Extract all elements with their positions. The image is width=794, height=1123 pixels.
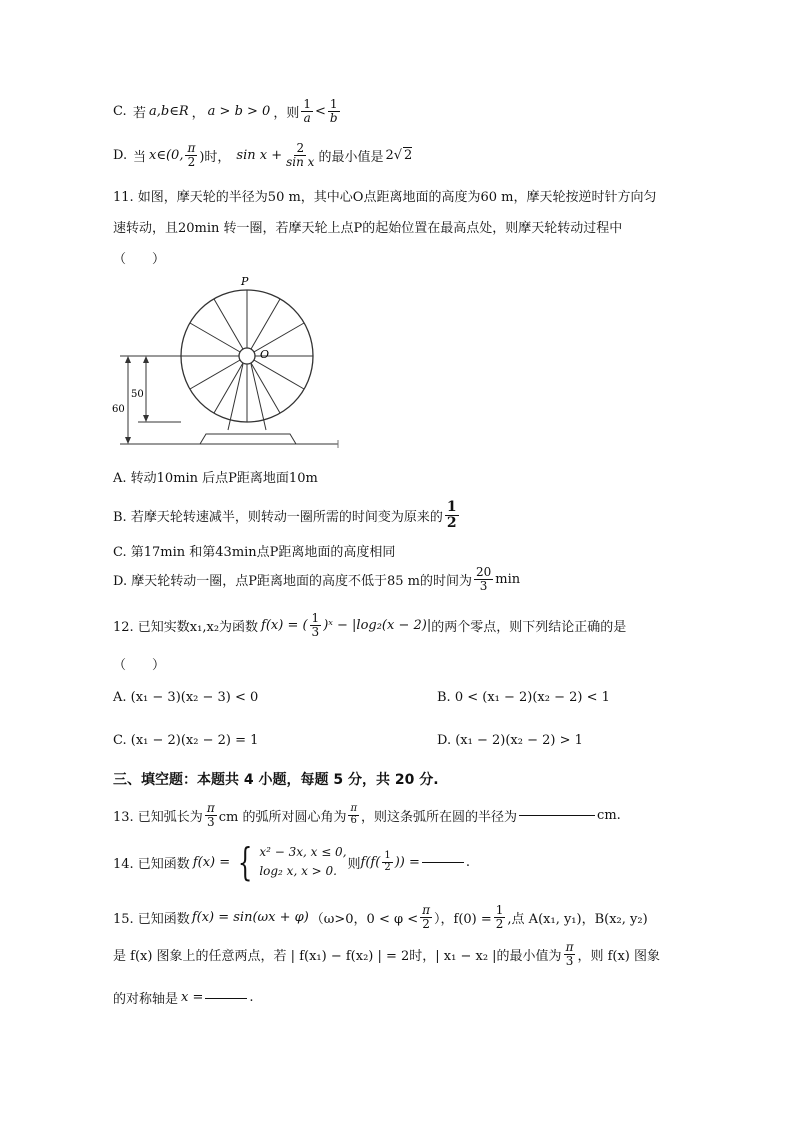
q12-option-a: A. (x₁ − 3)(x₂ − 3) < 0	[113, 690, 259, 705]
option-c-prev: C. 若 a,b∈R ， a > b > 0 ，则 $\frac{1}{a}$ < $\frac{1}{b}$	[113, 97, 338, 125]
wheel-hub	[239, 348, 255, 364]
q11-stem-line2: 速转动，且20min 转一圈，若摩天轮上点P的起始位置在最高点处，则摩天轮转动过程中	[113, 221, 623, 236]
q11-option-a: A. 转动10min 后点P距离地面10m	[113, 471, 318, 486]
q14: 14. 已知函数 f(x) = { x² − 3x, x ≤ 0, log₂ x, x > 0. 则 f(f( $\frac{1}{2}$ )) = .	[113, 840, 470, 885]
q12-option-b: B. 0 < (x₁ − 2)(x₂ − 2) < 1	[437, 690, 610, 705]
q11-stem-line1: 11. 如图，摩天轮的半径为50 m，其中心O点距离地面的高度为60 m，摩天轮按逆时针方向匀	[113, 190, 657, 205]
q11-option-c: C. 第17min 和第43min点P距离地面的高度相同	[113, 545, 396, 560]
piecewise-brace: {	[237, 840, 253, 885]
label-60: 60	[112, 404, 125, 415]
fraction-one-third: $\frac{1}{3}$	[311, 611, 320, 639]
fraction-pi-over-3-q15: $\frac{\pi}{3}$	[565, 940, 574, 968]
q13-answer-blank[interactable]	[519, 814, 595, 816]
support-leg-right	[251, 364, 266, 430]
q15-line3: 的对称轴是 x = .	[113, 990, 254, 1007]
fraction-pi-over-2: $\frac{\pi}{2}$	[187, 141, 196, 169]
fraction-20-over-3: $\frac{20}{3}$	[475, 565, 492, 593]
fraction-one-half: $\frac{1}{2}$	[446, 499, 457, 531]
sqrt-symbol: √	[393, 147, 403, 163]
fraction-one-half-q15: $\frac{1}{2}$	[495, 903, 504, 931]
fraction-pi-over-2-q15: $\frac{\pi}{2}$	[422, 903, 431, 931]
q12-paren: （ ）	[113, 658, 166, 673]
label-50: 50	[131, 389, 144, 400]
label-P: P	[241, 275, 249, 288]
label-O: O	[260, 348, 270, 361]
q11-option-d: D. 摩天轮转动一圈，点P距离地面的高度不低于85 m的时间为 $\frac{20}{3}$ min	[113, 565, 521, 593]
q15-line2: 是 f(x) 图象上的任意两点，若 | f(x₁) − f(x₂) | = 2时，| x₁ − x₂ |的最小值为 $\frac{\pi}{3}$ ，则 f(x) 图象	[113, 940, 661, 968]
option-d-prev: D. 当 x∈(0, $\frac{\pi}{2}$ )时， sin x + $\frac{2}{\text{sin x}}$ 的最小值是 2 √ 2	[113, 141, 413, 169]
q11-paren: （ ）	[113, 252, 166, 267]
q12-option-d: D. (x₁ − 2)(x₂ − 2) > 1	[437, 733, 583, 748]
q11-option-b: B. 若摩天轮转速减半，则转动一圈所需的时间变为原来的 $\frac{1}{2}$	[113, 499, 457, 531]
fraction-2-over-sinx: $\frac{2}{\text{sin x}}$	[286, 141, 315, 169]
piecewise-cases: x² − 3x, x ≤ 0, log₂ x, x > 0.	[259, 845, 347, 879]
fraction-pi-over-3: $\frac{\pi}{3}$	[206, 801, 215, 829]
wheel-base	[200, 434, 296, 444]
q14-answer-blank[interactable]	[422, 861, 464, 863]
fraction-1-over-b: $\frac{1}{b}$	[329, 97, 338, 125]
fraction-pi-over-6: $\frac{\pi}{6}$	[350, 803, 358, 826]
q15-answer-blank[interactable]	[205, 997, 247, 999]
q15-line1: 15. 已知函数 f(x) = sin(ωx + φ) （ω>0，0 < φ < $\frac{\pi}{2}$ ），f(0) = $\frac{1}{2}$ ,点 A(x₁, y₁)，B(x₂, y₂)	[113, 903, 648, 931]
support-leg-left	[228, 364, 243, 430]
section-3-title: 三、填空题：本题共 4 小题，每题 5 分，共 20 分.	[113, 772, 439, 788]
fraction-one-half-q14: $\frac{1}{2}$	[384, 850, 391, 873]
ferris-wheel-figure	[110, 272, 350, 452]
fraction-1-over-a: $\frac{1}{a}$	[303, 97, 311, 125]
q12-option-c: C. (x₁ − 2)(x₂ − 2) = 1	[113, 733, 259, 748]
q12-stem: 12. 已知实数x₁,x₂为函数 f(x) = ( $\frac{1}{3}$ )ˣ − |log₂(x − 2)| 的两个零点，则下列结论正确的是	[113, 611, 627, 639]
q13: 13. 已知弧长为 $\frac{\pi}{3}$ cm 的弧所对圆心角为 $\frac{\pi}{6}$ ，则这条弧所在圆的半径为 cm.	[113, 801, 621, 829]
